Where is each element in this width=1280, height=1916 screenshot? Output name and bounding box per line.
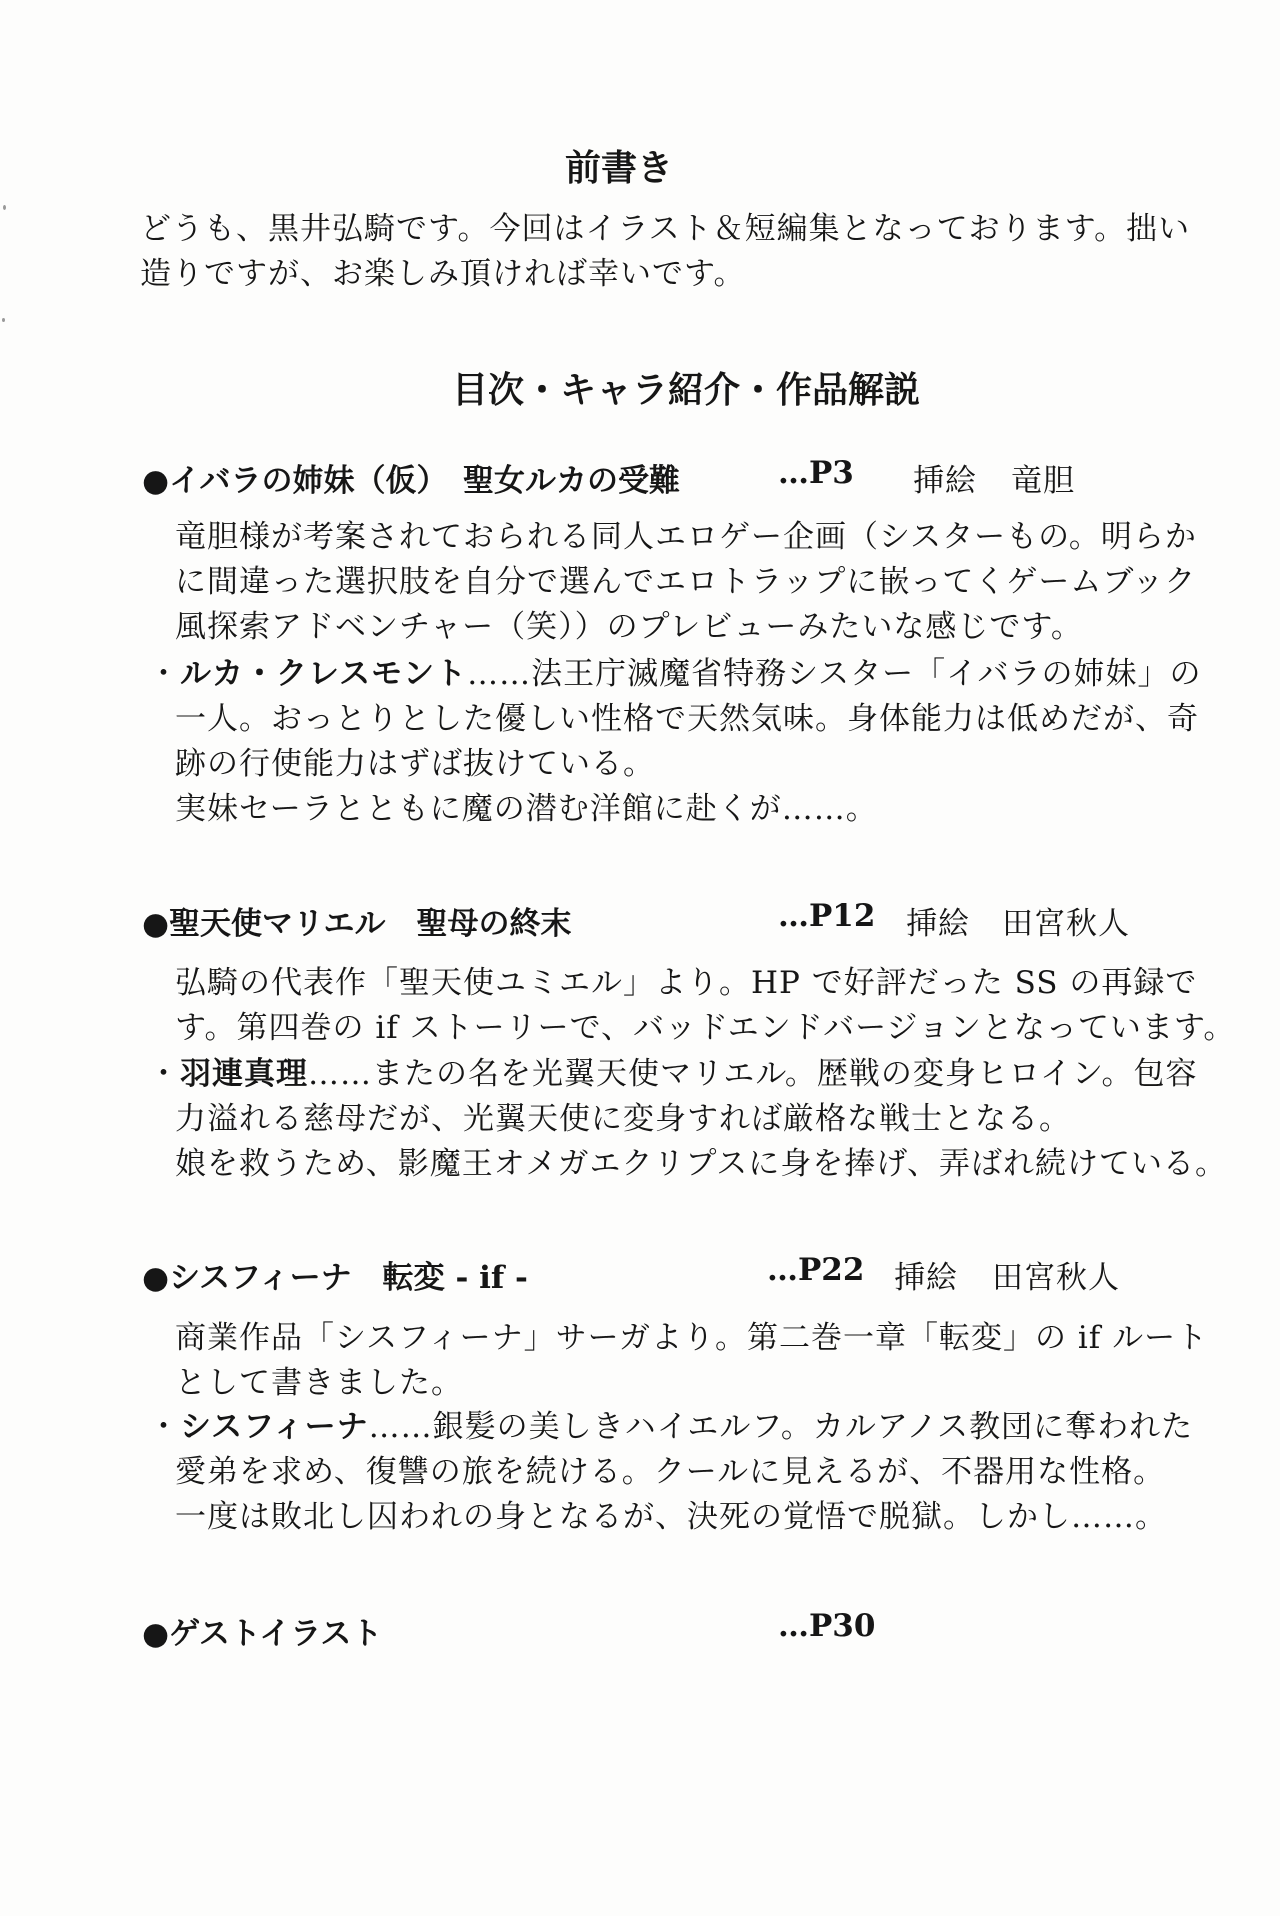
entry-description — [175, 515, 1197, 650]
list-dot: ・ — [148, 1409, 180, 1445]
entry-page: …P12 — [778, 898, 876, 934]
preface-title: 前書き — [565, 147, 674, 189]
character-name: 羽連真理 — [180, 1056, 308, 1092]
text-line: ……またの名を光翼天使マリエル。歴戦の変身ヒロイン。包容 — [308, 1056, 1198, 1092]
entry-page: …P22 — [767, 1252, 865, 1288]
text-line: 商業作品「シスフィーナ」サーガより。第二巻一章「転変」の if ルート — [175, 1320, 1209, 1356]
illust-label: 挿絵 — [906, 906, 970, 942]
entry-title: シスフィーナ 転変 - if - — [169, 1260, 528, 1296]
list-dot: ・ — [148, 656, 180, 692]
text-line: 愛弟を求め、復讐の旅を続ける。クールに見えるが、不器用な性格。 — [175, 1454, 1166, 1490]
entry-page: …P30 — [778, 1608, 876, 1644]
illustrator: 田宮秋人 — [1002, 906, 1130, 942]
bullet-icon: ● — [142, 906, 170, 942]
text-line: 一度は敗北し囚われの身となるが、決死の覚悟で脱獄。しかし……。 — [175, 1499, 1167, 1535]
entry-description — [175, 1316, 1208, 1406]
entry-title: ゲストイラスト — [169, 1616, 383, 1652]
text-line: 娘を救うため、影魔王オメガエクリプスに身を捧げ、弄ばれ続けている。 — [175, 1146, 1227, 1182]
bullet-icon: ● — [142, 463, 170, 499]
entry-title: イバラの姉妹（仮） 聖女ルカの受難 — [169, 463, 680, 499]
toc-title: 目次・キャラ紹介・作品解説 — [452, 369, 921, 411]
illustrator: 竜胆 — [1011, 463, 1075, 499]
text-line: 跡の行使能力はずば抜けている。 — [175, 746, 655, 782]
entry-description — [175, 961, 1235, 1051]
scan-speck — [2, 318, 5, 322]
character-intro — [148, 1405, 1193, 1540]
text-line: 竜胆様が考案されておられる同人エロゲー企画（シスターもの。明らか — [175, 519, 1197, 555]
character-name: ルカ・クレスモント — [180, 656, 468, 692]
text-line: す。第四巻の if ストーリーで、バッドエンドバージョンとなっています。 — [175, 1010, 1236, 1046]
scan-speck — [3, 205, 6, 210]
text-line: として書きました。 — [175, 1365, 463, 1401]
illust-label: 挿絵 — [894, 1260, 958, 1296]
text-line: 実妹セーラとともに魔の潜む洋館に赴くが……。 — [175, 791, 878, 827]
text-line: 力溢れる慈母だが、光翼天使に変身すれば厳格な戦士となる。 — [175, 1101, 1071, 1137]
illustrator: 田宮秋人 — [992, 1260, 1120, 1296]
bullet-icon: ● — [142, 1260, 170, 1296]
preface-line: 造りですが、お楽しみ頂ければ幸いです。 — [140, 256, 746, 292]
text-line: に間違った選択肢を自分で選んでエロトラップに嵌ってくゲームブック — [175, 564, 1197, 600]
list-dot: ・ — [148, 1056, 180, 1092]
text-line: 弘騎の代表作「聖天使ユミエル」より。HP で好評だった SS の再録で — [175, 965, 1198, 1001]
entry-title: 聖天使マリエル 聖母の終末 — [169, 906, 572, 942]
character-name: シスフィーナ — [180, 1409, 369, 1445]
character-intro — [148, 1052, 1227, 1187]
illust-label: 挿絵 — [913, 463, 977, 499]
text-line: ……法王庁滅魔省特務シスター「イバラの姉妹」の — [467, 656, 1202, 692]
character-intro — [148, 652, 1202, 832]
preface-line: どうも、黒井弘騎です。今回はイラスト＆短編集となっております。拙い — [140, 211, 1191, 247]
text-line: 一人。おっとりとした優しい性格で天然気味。身体能力は低めだが、奇 — [175, 701, 1199, 737]
entry-page: …P3 — [778, 455, 854, 491]
preface-text — [140, 207, 1190, 297]
bullet-icon: ● — [142, 1616, 170, 1652]
text-line: 風探索アドベンチャー（笑））のプレビューみたいな感じです。 — [175, 609, 1083, 645]
text-line: ……銀髪の美しきハイエルフ。カルアノス教団に奪われた — [368, 1409, 1194, 1445]
